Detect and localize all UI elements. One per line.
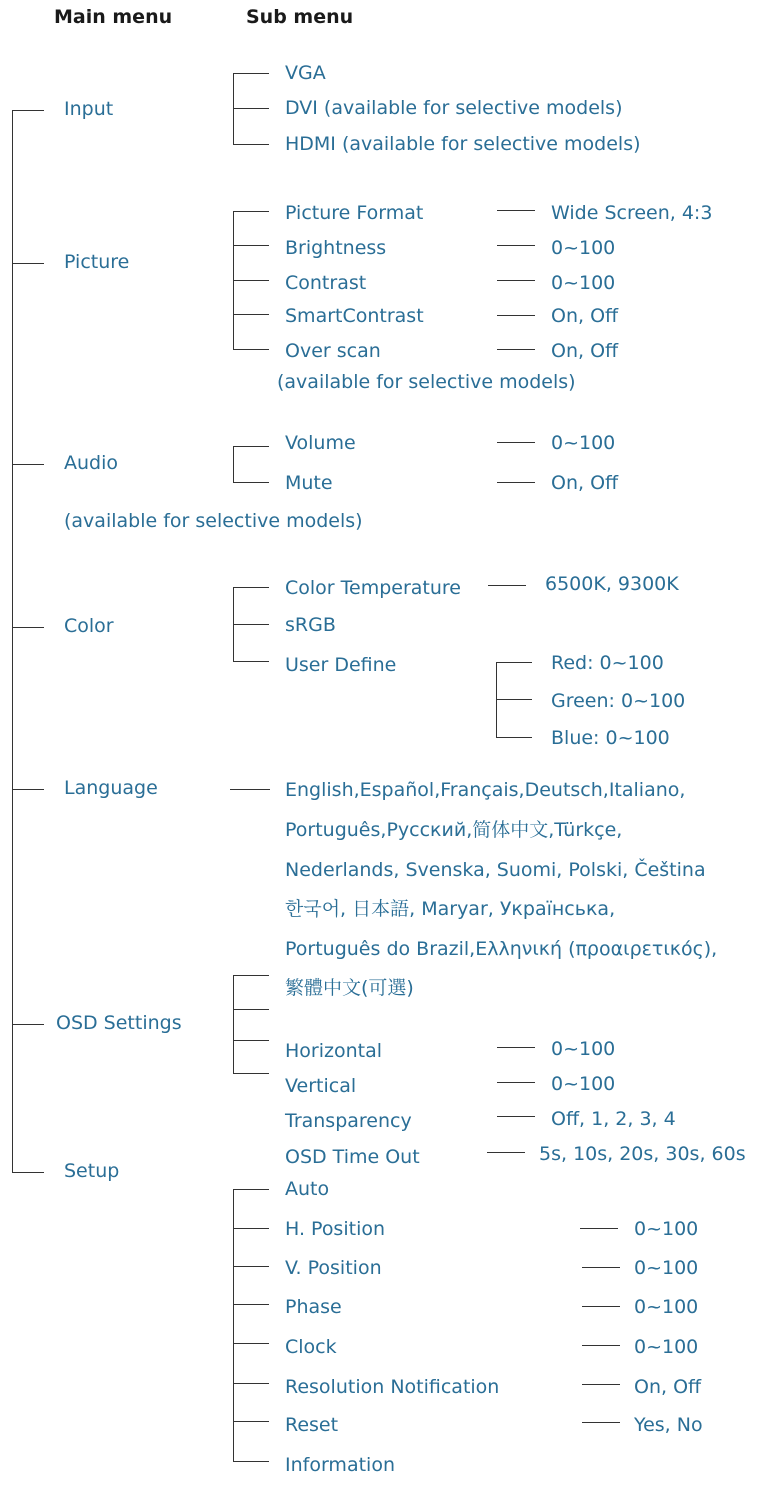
language-line: Português,Русский,简体中文,Türkçe, (285, 819, 623, 841)
main-trunk-line (12, 110, 13, 1173)
audio-value-dash (497, 442, 535, 443)
language-dash (230, 789, 270, 790)
picture-item-brightness: Brightness (285, 237, 387, 259)
connector-language (12, 789, 44, 790)
setup-branch (233, 1228, 269, 1229)
setup-value-dash (582, 1422, 620, 1423)
setup-item-phase: Phase (285, 1296, 342, 1318)
setup-value-dash (582, 1384, 620, 1385)
picture-item-contrast: Contrast (285, 272, 367, 294)
audio-branch (233, 446, 269, 447)
main-menu-audio: Audio (64, 452, 119, 474)
picture-value-dash (497, 245, 535, 246)
audio-value-dash (497, 482, 535, 483)
setup-branch (233, 1461, 269, 1462)
user-define-branch (496, 737, 532, 738)
connector-setup (12, 1172, 44, 1173)
input-branch (233, 144, 269, 145)
picture-value-contrast: 0~100 (551, 272, 616, 294)
color-temp-dash (488, 585, 526, 586)
setup-value-clock: 0~100 (634, 1336, 699, 1358)
setup-branch (233, 1343, 269, 1344)
color-item-user-define: User Define (285, 654, 397, 676)
picture-value-dash (497, 349, 535, 350)
user-define-blue: Blue: 0~100 (551, 727, 670, 749)
setup-item-auto: Auto (285, 1178, 330, 1200)
sub-menu-header: Sub menu (246, 6, 354, 28)
picture-value-smartcontrast: On, Off (551, 305, 619, 327)
language-line: 한국어, 日本語, Maryar, Українська, (285, 898, 616, 920)
osd-value-horizontal: 0~100 (551, 1038, 616, 1060)
picture-branch (233, 245, 269, 246)
main-menu-language: Language (64, 777, 158, 799)
picture-value-dash (497, 315, 535, 316)
setup-branch (233, 1266, 269, 1267)
main-menu-picture: Picture (64, 251, 130, 273)
setup-branch (233, 1383, 269, 1384)
picture-value-dash (497, 280, 535, 281)
setup-value-phase: 0~100 (634, 1296, 699, 1318)
color-branch (233, 624, 269, 625)
setup-value-h-position: 0~100 (634, 1218, 699, 1240)
input-branch (233, 73, 269, 74)
osd-branch (233, 975, 269, 976)
picture-item-format: Picture Format (285, 202, 424, 224)
user-define-red: Red: 0~100 (551, 652, 664, 674)
color-branch (233, 661, 269, 662)
input-item-dvi: DVI (available for selective models) (285, 97, 623, 119)
osd-item-timeout: OSD Time Out (285, 1146, 420, 1168)
osd-value-timeout: 5s, 10s, 20s, 30s, 60s (539, 1143, 746, 1165)
user-define-branch (496, 699, 532, 700)
setup-item-h-position: H. Position (285, 1218, 386, 1240)
setup-value-resolution-notification: On, Off (634, 1376, 702, 1398)
osd-item-vertical: Vertical (285, 1075, 357, 1097)
language-line: Nederlands, Svenska, Suomi, Polski, Čeština (285, 859, 706, 881)
setup-value-reset: Yes, No (634, 1414, 703, 1436)
osd-bracket (233, 975, 234, 1073)
user-define-branch (496, 662, 532, 663)
connector-color (12, 627, 44, 628)
main-menu-setup: Setup (64, 1160, 120, 1182)
audio-bracket (233, 446, 234, 482)
input-branch (233, 108, 269, 109)
setup-value-dash (580, 1228, 618, 1229)
setup-branch (233, 1421, 269, 1422)
setup-item-information: Information (285, 1454, 395, 1476)
picture-branch (233, 349, 269, 350)
picture-value-format: Wide Screen, 4:3 (551, 202, 713, 224)
osd-value-transparency: Off, 1, 2, 3, 4 (551, 1108, 676, 1130)
main-menu-header: Main menu (54, 6, 173, 28)
setup-item-clock: Clock (285, 1336, 337, 1358)
osd-value-vertical: 0~100 (551, 1073, 616, 1095)
osd-value-dash (497, 1047, 535, 1048)
picture-branch (233, 280, 269, 281)
color-branch (233, 587, 269, 588)
picture-availability-note: (available for selective models) (277, 371, 576, 393)
input-item-vga: VGA (285, 62, 326, 84)
input-item-hdmi: HDMI (available for selective models) (285, 133, 641, 155)
setup-value-dash (582, 1345, 620, 1346)
main-menu-input: Input (64, 98, 114, 120)
audio-branch (233, 482, 269, 483)
language-line: English,Español,Français,Deutsch,Italiano, (285, 779, 686, 801)
osd-branch (233, 1009, 269, 1010)
connector-picture (12, 263, 44, 264)
language-line: 繁體中文(可選) (285, 977, 414, 999)
connector-input (12, 110, 44, 111)
setup-value-dash (582, 1267, 620, 1268)
audio-item-mute: Mute (285, 472, 333, 494)
color-item-srgb: sRGB (285, 614, 336, 636)
picture-value-overscan: On, Off (551, 340, 619, 362)
main-menu-color: Color (64, 615, 114, 637)
setup-item-v-position: V. Position (285, 1257, 382, 1279)
picture-item-overscan: Over scan (285, 340, 381, 362)
audio-value-mute: On, Off (551, 472, 619, 494)
osd-branch (233, 1073, 269, 1074)
picture-branch (233, 314, 269, 315)
picture-branch (233, 211, 269, 212)
setup-item-resolution-notification: Resolution Notification (285, 1376, 500, 1398)
setup-value-dash (582, 1306, 620, 1307)
audio-value-volume: 0~100 (551, 432, 616, 454)
language-line: Português do Brazil,Ελληνική (προαιρετικός), (285, 938, 718, 960)
picture-item-smartcontrast: SmartContrast (285, 305, 424, 327)
osd-value-dash (497, 1116, 535, 1117)
osd-item-horizontal: Horizontal (285, 1040, 383, 1062)
color-item-temperature: Color Temperature (285, 577, 462, 599)
connector-osd (12, 1024, 44, 1025)
osd-value-dash (497, 1082, 535, 1083)
audio-availability-note: (available for selective models) (64, 510, 363, 532)
setup-item-reset: Reset (285, 1414, 339, 1436)
picture-value-dash (497, 210, 535, 211)
color-value-temperature: 6500K, 9300K (545, 573, 679, 595)
setup-value-v-position: 0~100 (634, 1257, 699, 1279)
setup-branch (233, 1304, 269, 1305)
audio-item-volume: Volume (285, 432, 356, 454)
setup-branch (233, 1189, 269, 1190)
picture-value-brightness: 0~100 (551, 237, 616, 259)
osd-branch (233, 1040, 269, 1041)
user-define-green: Green: 0~100 (551, 690, 686, 712)
main-menu-osd-settings: OSD Settings (56, 1012, 182, 1034)
osd-item-transparency: Transparency (285, 1110, 412, 1132)
connector-audio (12, 464, 44, 465)
osd-value-dash (487, 1152, 525, 1153)
